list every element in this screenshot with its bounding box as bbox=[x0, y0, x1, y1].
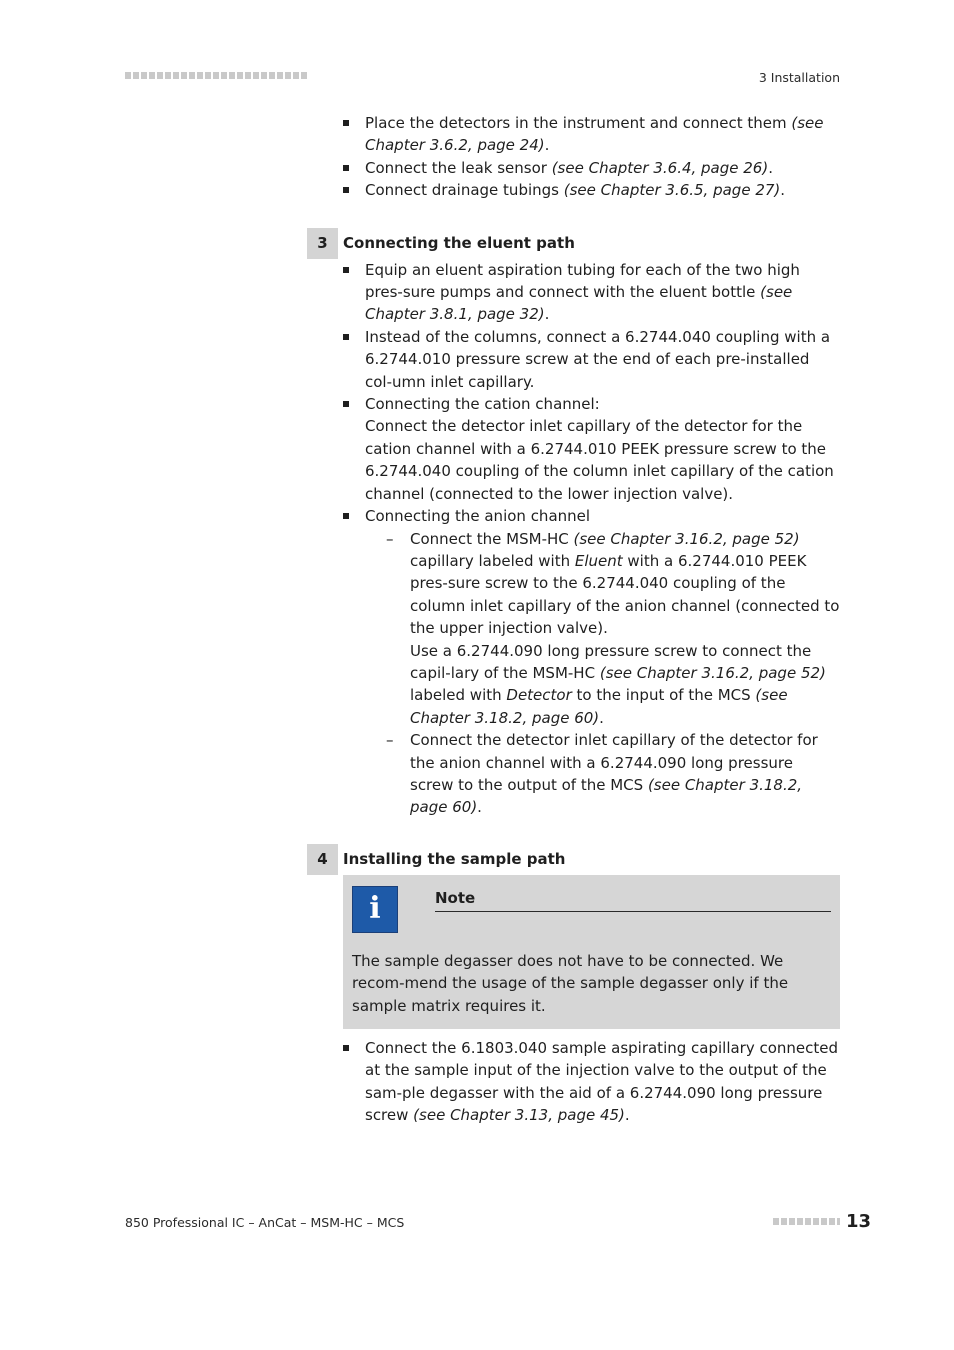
cross-reference-link[interactable]: (see Chapter 3.6.4, page 26) bbox=[551, 158, 769, 177]
list-item: Connect the leak sensor (see Chapter 3.6.4, page 26). bbox=[365, 157, 840, 179]
list-item: Equip an eluent aspiration tubing for each of the two high pres-sure pumps and connect with the eluent bottle (see Chapter 3.8.1, page 32). bbox=[365, 259, 840, 326]
footer-document-title: 850 Professional IC – AnCat – MSM-HC – MCS bbox=[125, 1215, 405, 1230]
list-item: Instead of the columns, connect a 6.2744.040 coupling with a 6.2744.010 pressure screw at the end of each pre-installed col-umn inlet capillary. bbox=[365, 326, 840, 393]
page-content bbox=[307, 112, 840, 1127]
cross-reference-link[interactable]: (see Chapter 3.8.1, page 32) bbox=[365, 283, 793, 324]
list-item: Connecting the anion channel – Connect the MSM-HC (see Chapter 3.16.2, page 52) capillary labeled with Eluent with a 6.2744.010 PEEK pres-sure screw to the 6.2744.040 coupling of the column inlet capillary of the anion channel (connected to the upper injection valve). Use a 6.2744.090 long pressure screw to connect the capil-lary of the MSM-HC (see Chapter 3.16.2, page 52) labeled with Detector to the input of the MCS (see Chapter 3.18.2, page 60). – Connect the detector inlet capillary of the detector for the anion channel with a 6.2744.090 long pressure screw to the output of the MCS (see Chapter 3.18.2, page 60). bbox=[365, 505, 840, 819]
cross-reference-link[interactable]: (see Chapter 3.16.2, page 52) bbox=[599, 663, 826, 682]
step-number: 3 bbox=[307, 228, 338, 259]
cross-reference-link[interactable]: (see Chapter 3.18.2, page 60) bbox=[410, 775, 803, 817]
page-number: 13 bbox=[846, 1211, 872, 1232]
note-body: The sample degasser does not have to be connected. We recom-mend the usage of the sample degasser only if the sample matrix requires it. bbox=[352, 951, 789, 1015]
footer-decoration bbox=[773, 1218, 840, 1225]
step-number: 4 bbox=[307, 844, 338, 875]
step-4-bullet-list bbox=[307, 1037, 840, 1127]
header-decoration bbox=[125, 72, 307, 79]
note-box bbox=[343, 875, 840, 1029]
cross-reference-link[interactable]: (see Chapter 3.6.2, page 24) bbox=[365, 114, 824, 155]
note-title: Note bbox=[435, 887, 831, 912]
step-title: Installing the sample path bbox=[343, 850, 566, 869]
anion-channel-sublist bbox=[365, 528, 840, 819]
cross-reference-link[interactable]: (see Chapter 3.6.5, page 27) bbox=[563, 181, 781, 200]
cross-reference-link[interactable]: (see Chapter 3.16.2, page 52) bbox=[573, 529, 800, 548]
list-item: Connect the 6.1803.040 sample aspirating capillary connected at the sample input of the injection valve to the output of the sam-ple degasser with the aid of a 6.2744.090 long pressure screw (see Chapter 3.13, page 45). bbox=[365, 1037, 840, 1127]
info-icon: i bbox=[352, 886, 398, 933]
header-section-title: 3 Installation bbox=[758, 70, 840, 85]
list-item: Connect drainage tubings (see Chapter 3.6.5, page 27). bbox=[365, 179, 840, 201]
intro-bullet-list bbox=[307, 112, 840, 202]
cross-reference-link[interactable]: (see Chapter 3.13, page 45) bbox=[413, 1106, 625, 1125]
step-3-heading bbox=[307, 228, 840, 259]
list-item: Place the detectors in the instrument and connect them (see Chapter 3.6.2, page 24). bbox=[365, 112, 840, 157]
sublist-item: – Connect the detector inlet capillary of the detector for the anion channel with a 6.2744.090 long pressure screw to the output of the MCS (see Chapter 3.18.2, page 60). bbox=[410, 729, 840, 819]
list-item: Connecting the cation channel: Connect the detector inlet capillary of the detector for the cation channel with a 6.2744.010 PEEK pressure screw to the 6.2744.040 coupling of the column inlet capillary of the cation channel (connected to the lower injection valve). bbox=[365, 393, 840, 505]
sublist-item: – Connect the MSM-HC (see Chapter 3.16.2, page 52) capillary labeled with Eluent with a 6.2744.010 PEEK pres-sure screw to the 6.2744.040 coupling of the column inlet capillary of the anion channel (connected to the upper injection valve). Use a 6.2744.090 long pressure screw to connect the capil-lary of the MSM-HC (see Chapter 3.16.2, page 52) labeled with Detector to the input of the MCS (see Chapter 3.18.2, page 60). bbox=[410, 528, 840, 730]
cross-reference-link[interactable]: (see Chapter 3.18.2, page 60) bbox=[410, 686, 788, 727]
step-title: Connecting the eluent path bbox=[343, 233, 575, 252]
step-3-bullet-list bbox=[307, 259, 840, 819]
step-4-heading bbox=[307, 844, 840, 875]
